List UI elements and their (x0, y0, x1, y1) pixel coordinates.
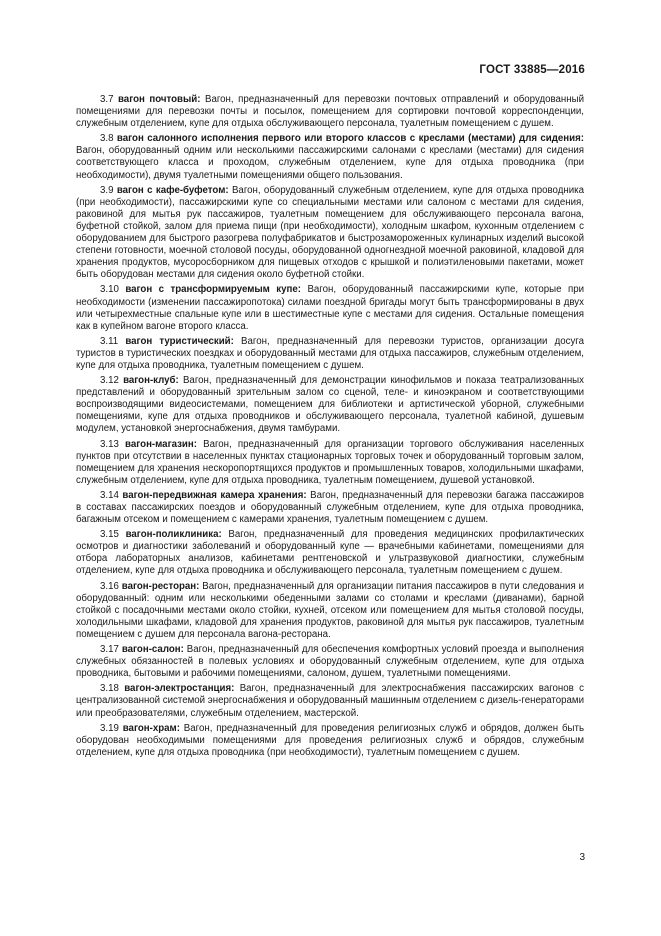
entry-definition: Вагон, предназначенный для перевозки багажа пассажиров в составах пассажирских поездов и оборудованный служебным отделением, купе для отдыха проводника, багажным отсеком и помещением с камерами хранения, туалетным помещением с душем. (76, 489, 584, 526)
entry-definition: Вагон, предназначенный для перевозки почтовых отправлений и оборудованный помещениями для перевозки почты и посылок, помещением для сортировки почтовой корреспонденции, служебным отделением, купе для отдыха обслуживающего персонала, туалетным помещением с душем. (76, 94, 585, 130)
entry-definition: Вагон, предназначенный для проведения медицинских профилактических осмотров и диагностики заболеваний и оборудованный купе — врачебными кабинетами, помещениями для отбора лабораторных анализов, кабинетами рентгеновской и ультразвуковой диагностики, служебным отделением, купе для отдыха проводника и обслуживающего персонала, туалетным помещением с душем. (76, 529, 584, 577)
entry-term: вагон-храм: (122, 722, 180, 734)
page-number: 3 (579, 852, 585, 863)
entry-number: 3.13 (100, 438, 119, 450)
entry-term: вагон с трансформируемым купе: (125, 284, 301, 296)
entry-number: 3.9 (100, 184, 114, 196)
entry-number: 3.11 (100, 335, 119, 347)
entry-definition: Вагон, оборудованный одним или несколькими пассажирскими салонами с креслами (местами) для сидения соответствующего класса и проходом, служебным отделением, купе для отдыха проводника (при необходимости), двумя туалетными помещениями общего пользования. (76, 145, 584, 181)
entry-number: 3.12 (100, 375, 119, 387)
entry-number: 3.14 (100, 489, 119, 501)
definition-entry (76, 284, 584, 332)
definition-entry (76, 336, 584, 372)
definition-entry (76, 683, 584, 719)
entry-term: вагон почтовый: (117, 94, 201, 105)
entry-term: вагон-электростанция: (124, 683, 235, 695)
entry-definition: Вагон, предназначенный для перевозки туристов, организации досуга туристов в туристических поездках и оборудованный местами для отдыха пассажиров, служебным отделением, купе для отдыха проводника, туалетным помещением с душем. (76, 335, 585, 371)
entry-definition: Вагон, оборудованный служебным отделением, купе для отдыха проводника (при необходимости), пассажирскими купе со специальными местами или салоном с местами для сидения, раковиной для мытья рук пассажиров, туалетным помещением для обслуживающего персонала вагона, буфетной стойкой, залом для приема пищи (при необходимости), холодным шкафом, кухонным отделением с оборудованием для быстрого разогрева полуфабрикатов и быстрозамороженных кулинарных изделий высокой степени готовности, моечной столовой посуды, оборудованной одногнездной моечной раковиной, кладовой для хранения продуктов, мусоросборником для пищевых отходов с крышкой и полиэтиленовыми пакетами, может быть оборудован местами для сидения около буфетной стойки. (76, 184, 584, 281)
entry-definition: Вагон, предназначенный для организации питания пассажиров в пути следования и оборудованный: одним или несколькими обеденными залами со столами и креслами (диванами), барной стойкой с посадочными местами около стойки, кухней, отсеком или помещением для мытья столовой посуды, холодильными шкафами, кладовой для хранения продуктов, раковиной для мытья рук пассажиров, туалетным помещением с душем для персонала вагона-ресторана. (76, 580, 584, 640)
entry-term: вагон салонного исполнения первого или второго классов с креслами (местами) для сидения: (116, 133, 584, 145)
entry-number: 3.16 (100, 580, 119, 592)
entry-number: 3.7 (100, 94, 114, 105)
definition-entry (76, 375, 584, 435)
entry-term: вагон-магазин: (125, 438, 197, 450)
definition-entry (76, 133, 584, 181)
entry-term: вагон туристический: (125, 335, 234, 347)
entry-number: 3.10 (100, 284, 119, 296)
definition-entry (76, 185, 584, 282)
entry-term: вагон-ресторан: (121, 580, 200, 592)
entry-definition: Вагон, предназначенный для обеспечения комфортных условий проезда и выполнения служебных обязанностей в полевых условиях и оборудованный служебным отделением, купе для отдыха проводника, бытовыми и рабочими помещениями, салоном, душем, туалетными помещениями. (76, 644, 584, 680)
document-id: ГОСТ 33885—2016 (479, 64, 585, 76)
entry-term: вагон-салон: (121, 644, 184, 656)
definition-entry (76, 490, 584, 526)
entry-number: 3.15 (100, 529, 119, 541)
definition-entry (76, 529, 584, 577)
entry-number: 3.18 (100, 683, 119, 695)
definition-entry (76, 723, 584, 759)
definition-entry (76, 439, 584, 487)
entry-number: 3.19 (100, 722, 119, 734)
entry-term: вагон-клуб: (123, 375, 179, 387)
entry-definition: Вагон, оборудованный пассажирскими купе, которые при необходимости (изменении пассажиропотока) силами поездной бригады могут быть трансформированы в двух или четырехместные спальные купе или в шестиместные купе с местами для сидения. Остальные помещения как в купейном вагоне второго класса. (76, 284, 584, 332)
definition-entry (76, 581, 584, 641)
entry-term: вагон-поликлиника: (125, 529, 222, 541)
definition-entry (76, 94, 584, 130)
entry-definition: Вагон, предназначенный для проведения религиозных служб и обрядов, должен быть оборудован необходимыми помещениями для проведения религиозных служб и обрядов, служебным отделением, купе для отдыха проводника (при необходимости), туалетным помещением с душем. (76, 722, 584, 758)
entry-definition: Вагон, предназначенный для демонстрации кинофильмов и показа театрализованных представлений и оборудованный зрительным залом со сценой, теле- и киноэкраном и соответствующими воспроизводящими видеосистемами, помещением для библиотеки и артистической уборной, служебными помещениями, купе для отдыха проводников и обслуживающего персонала, туалетной кабиной, душевым модулем, установкой энергоснабжения, двумя тамбурами. (76, 375, 584, 435)
entry-definition: Вагон, предназначенный для электроснабжения пассажирских вагонов с централизованной системой энергоснабжения и оборудованный машинным отделением с дизель-генераторами или преобразователями, служебным отделением, мастерской. (76, 683, 585, 719)
definitions-list (76, 94, 584, 762)
entry-number: 3.17 (100, 644, 119, 656)
entry-term: вагон с кафе-буфетом: (116, 184, 229, 196)
entry-term: вагон-передвижная камера хранения: (122, 489, 307, 501)
entry-number: 3.8 (100, 133, 114, 145)
definition-entry (76, 644, 584, 680)
entry-definition: Вагон, предназначенный для организации торгового обслуживания населенных пунктов при отсутствии в населенных пунктах стационарных торговых точек и оборудованный торговым залом, помещением для хранения нескоропортящихся продуктов и промышленных товаров, холодильными шкафами, служебным отделением, купе для отдыха проводника, туалетным помещением, душевой установкой. (76, 438, 584, 486)
